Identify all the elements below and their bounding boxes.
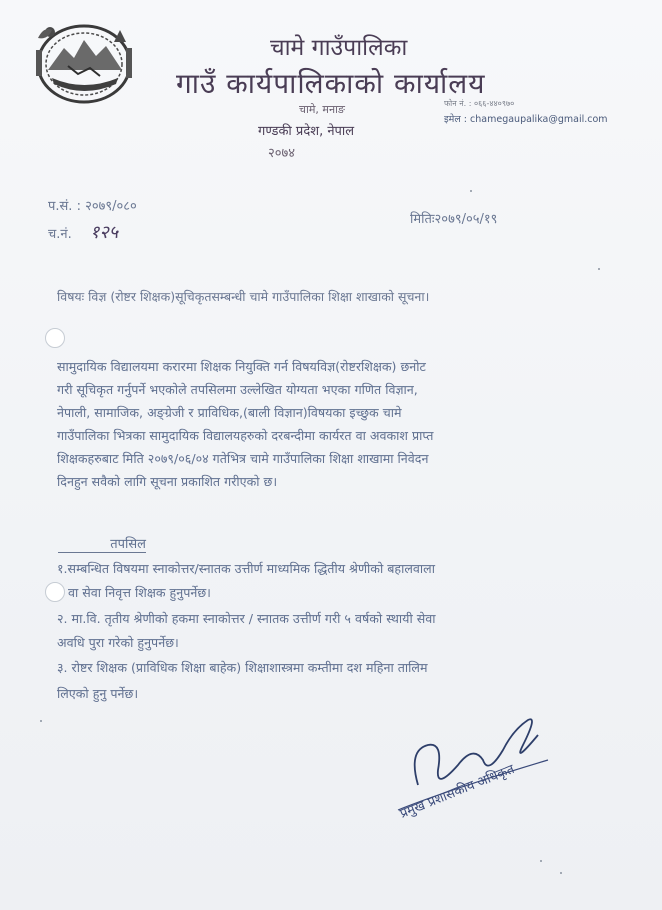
notice-body [57,355,537,493]
chalani-number-handwritten: १२५ [90,222,119,243]
subject-line: विषयः विज्ञ (रोष्टर शिक्षक)सूचिकृतसम्बन्धी चामे गाउँपालिका शिक्षा शाखाको सूचना। [57,289,430,304]
list-item: वा सेवा निवृत्त शिक्षक हुनुपर्नेछ। [68,585,211,600]
address-line1: चामे, मनाङ [299,103,345,116]
punch-hole [45,582,65,602]
body-line: शिक्षकहरुबाट मिति २०७९/०६/०४ गतेभित्र चामे गाउँपालिका शिक्षा शाखामा निवेदन [57,451,429,466]
punch-hole [45,328,65,348]
establishment-year: २०७४ [268,146,296,161]
tapasil-heading: तपसिल [58,534,146,553]
email-address: इमेल : chamegaupalika@gmail.com [444,114,608,125]
org-name-line2: गाउँ कार्यपालिकाको कार्यालय [176,67,486,100]
org-name-line1: चामे गाउँपालिका [270,35,408,61]
body-line: दिनहुन सवैको लागि सूचना प्रकाशित गरीएको छ। [57,474,278,489]
body-line: गरी सूचिकृत गर्नुपर्ने भएकोले तपसिलमा उल्लेखित योग्यता भएका गणित विज्ञान, [57,382,418,397]
letter-date: मितिः२०७९/०५/१९ [410,212,498,227]
list-item: अवधि पुरा गरेको हुनुपर्नेछ। [57,635,179,650]
list-item: ३. रोष्टर शिक्षक (प्राविधिक शिक्षा बाहेक) शिक्षाशास्त्रमा कम्तीमा दश महिना तालिम [57,660,428,675]
body-line: नेपाली, सामाजिक, अङ्ग्रेजी र प्राविधिक,(बाली विज्ञान)विषयका इच्छुक चामे [57,405,402,420]
body-line: सामुदायिक विद्यालयमा करारमा शिक्षक नियुक्ति गर्न विषयविज्ञ(रोष्टरशिक्षक) छनोट [57,359,426,374]
list-item: २. मा.वि. तृतीय श्रेणीको हकमा स्नाकोत्तर / स्नातक उत्तीर्ण गरी ५ वर्षको स्थायी सेवा [57,611,436,626]
chalani-label: च.नं. [48,227,72,242]
list-item: १.सम्बन्धित विषयमा स्नाकोत्तर/स्नातक उत्तीर्ण माध्यमिक द्धितीय श्रेणीको बहालवाला [57,561,435,576]
address-line2: गण्डकी प्रदेश, नेपाल [258,124,355,139]
patra-sankhya: प.सं. : २०७९/०८० [48,199,137,214]
list-item: लिएको हुनु पर्नेछ। [57,686,139,701]
signature-stamp-text: प्रमुख प्रशासकीय अधिकृत [397,762,517,822]
body-line: गाउँपालिका भित्रका सामुदायिक विद्यालयहरुको दरबन्दीमा कार्यरत वा अवकाश प्राप्त [57,428,434,443]
phone-number: फोन नं. : ०६६-४४०९७० [444,99,515,108]
signature-stamp [388,690,568,830]
nepal-emblem-logo [30,18,142,106]
